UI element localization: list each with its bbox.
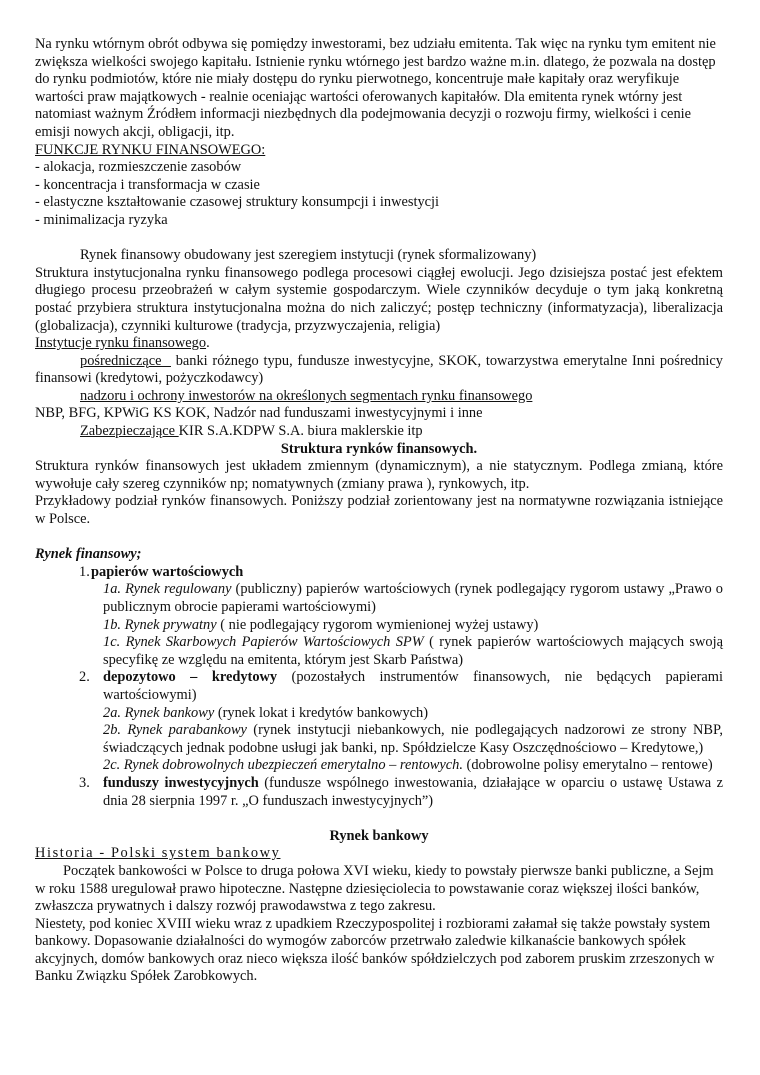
structure-paragraph: Przykładowy podział rynków finansowych. Poniższy podział zorientowany jest na normatywne rozwiązania istniejące w Polsce. [35,493,723,528]
security-line [35,423,723,441]
institutions-heading-line [35,335,723,353]
market-subitem-text: (publiczny) papierów wartościowych (rynek podlegający rygorom ustawy „Prawo o publicznym obrocie papierami wartościowymi) [103,581,723,615]
supervision-text: NBP, BFG, KPWiG KS KOK, Nadzór nad funduszami inwestycyjnymi i inne [35,405,483,422]
market-subitem-label: 2c. Rynek dobrowolnych ubezpieczeń emerytalno – rentowych. [103,757,463,774]
functions-item: - koncentracja i transformacja w czasie [35,176,260,193]
functions-heading: FUNKCJE RYNKU FINANSOWEGO: [35,141,266,158]
structure-paragraph: Struktura rynków finansowych jest układem zmiennym (dynamicznym), a nie statycznym. Podlega zmianą, które wywołuje cały szereg czynników np; nomatywnych (zmiany prawa ), rynkowych, itp. [35,458,723,492]
supervision-line [35,388,723,406]
market-subitem-text: (rynek instytucji niebankowych, nie podlegających nadzorowi ze strony NBP, świadczących jednak podobne usługi jak banki, np. Spółdzielcze Kasy Oszczędnościowo – Kredytowe,) [103,722,723,756]
spacer [35,529,723,547]
market-subitem [35,705,723,723]
institutions-heading-dot: . [206,335,210,352]
banking-paragraph: Początek bankowości w Polsce to druga połowa XVI wieku, kiedy to powstały pierwsze banki publiczne, a Sejm w roku 1588 uregulował prawo hipoteczne. Następne dziesięciolecia to powstawanie coraz większej ilości banków, zwłaszcza prywatnych i dalszy rozwój prawodawstwa z tego zakresu. [35,862,714,915]
document-page [35,36,723,986]
market-item-number: 1. [79,563,90,580]
market-subitem [35,617,723,635]
intro-paragraph: Na rynku wtórnym obrót odbywa się pomiędzy inwestorami, bez udziału emitenta. Tak więc na rynku tym emitent nie zwiększa wielkości swojego kapitału. Istnienie rynku wtórnego jest bardzo ważne m.in. dlatego, że pozwala na dostęp do rynku podmiotów, które nie miały dostępu do rynku pierwotnego, koncentruje małe kapitały oraz weryfikuje wartości praw majątkowych - realnie oceniając wartości oferowanych kapitałów. Dla emitenta rynek wtórny jest natomiast ważnym Źródłem informacji niezbędnych dla podejmowania decyzji o rozwoju firmy, wielkości i cenie emisji nowych akcji, obligacji, itp. [35,36,716,140]
market-item-description: (fundusze wspólnego inwestowania, działające w oparciu o ustawę Ustawa z dnia 28 sierpnia 1997 r. „O funduszach inwestycyjnych”) [103,774,724,809]
market-subitem [35,722,723,757]
market-item-number: 2. [79,669,90,686]
functions-list [35,159,723,229]
market-subitem-label: 1b. Rynek prywatny [103,616,217,633]
intermediaries-label: pośredniczące [80,352,171,369]
market-subitem [35,634,723,669]
market-subitem-label: 1a. Rynek regulowany [103,581,232,598]
market-item-number: 3. [79,774,90,791]
institutions-paragraph: Struktura instytucjonalna rynku finansowego podlega procesowi ciągłej ewolucji. Jego dzisiejsza postać jest efektem długiego procesu przeobrażeń w całym systemie gospodarczym. Wiele czynników decyduje o tym jaką konkretną postać przybiera struktura instytucjonalna można do nich zaliczyć; postęp techniczny (informatyzacja), liberalizacja (globalizacja), czynniki kulturowe (tradycja, przyzwyczajenia, religia) [35,264,723,334]
market-item-description: (pozostałych instrumentów finansowych, nie będących papierami wartościowymi) [103,669,723,703]
intermediaries-text: banki różnego typu, fundusze inwestycyjne, SKOK, towarzystwa emerytalne Inni pośrednicy finansowi (kredytowi, pożyczkodawcy) [35,352,723,387]
market-item-title: funduszy inwestycyjnych [103,774,259,791]
supervision-label: nadzoru i ochrony inwestorów na określonych segmentach rynku finansowego [80,387,533,404]
market-subitem-label: 2b. Rynek parabankowy [103,722,247,739]
functions-item: - elastyczne kształtowanie czasowej struktury konsumpcji i inwestycji [35,194,440,211]
institutions-lead: Rynek finansowy obudowany jest szeregiem instytucji (rynek sformalizowany) [80,247,537,264]
market-subitem-label: 1c. Rynek Skarbowych Papierów Wartościowych SPW [103,634,424,651]
structure-title: Struktura rynków finansowych. [280,440,478,457]
market-subitem [35,757,723,775]
market-heading: Rynek finansowy; [35,546,142,563]
functions-item: - alokacja, rozmieszczenie zasobów [35,159,242,176]
market-list [35,564,723,810]
spacer [35,810,723,828]
history-heading: Historia - Polski system bankowy [35,845,281,862]
market-subitem-text: (dobrowolne polisy emerytalno – rentowe) [462,757,713,774]
market-item-title: depozytowo – kredytowy [103,669,278,686]
institutions-heading: Instytucje rynku finansowego [35,335,207,352]
banking-paragraph: Niestety, pod koniec XVIII wieku wraz z upadkiem Rzeczypospolitej i rozbiorami załamał się także powstały system bankowy. Dopasowanie działalności do wymogów zaborców przetrwało zaledwie kilkanaście bankowych spółek akcyjnych, domów bankowych oraz nieco większa ilość banków spółdzielczych pod zaborem pruskim zrzeszonych w Banku Związku Spółek Zarobkowych. [35,915,715,985]
market-subitem-text: ( nie podlegający rygorom wymienionej wyżej ustawy) [216,616,539,633]
market-subitem [35,581,723,616]
market-subitem-text: (rynek lokat i kredytów bankowych) [214,704,429,721]
market-item-title: papierów wartościowych [91,563,244,580]
market-item [35,775,723,810]
functions-item: - minimalizacja ryzyka [35,211,168,228]
market-item [35,669,723,704]
intermediaries-line [35,353,723,388]
market-item [35,564,723,582]
security-label: Zabezpieczające [80,423,179,440]
spacer [35,230,723,248]
market-subitem-label: 2a. Rynek bankowy [103,704,215,721]
security-text: KIR S.A.KDPW S.A. biura maklerskie itp [178,423,423,440]
banking-title: Rynek bankowy [329,827,429,844]
market-subitem-text: ( rynek papierów wartościowych mających swoją specyfikę ze względu na emitenta, którym jest Skarb Państwa) [103,634,723,668]
